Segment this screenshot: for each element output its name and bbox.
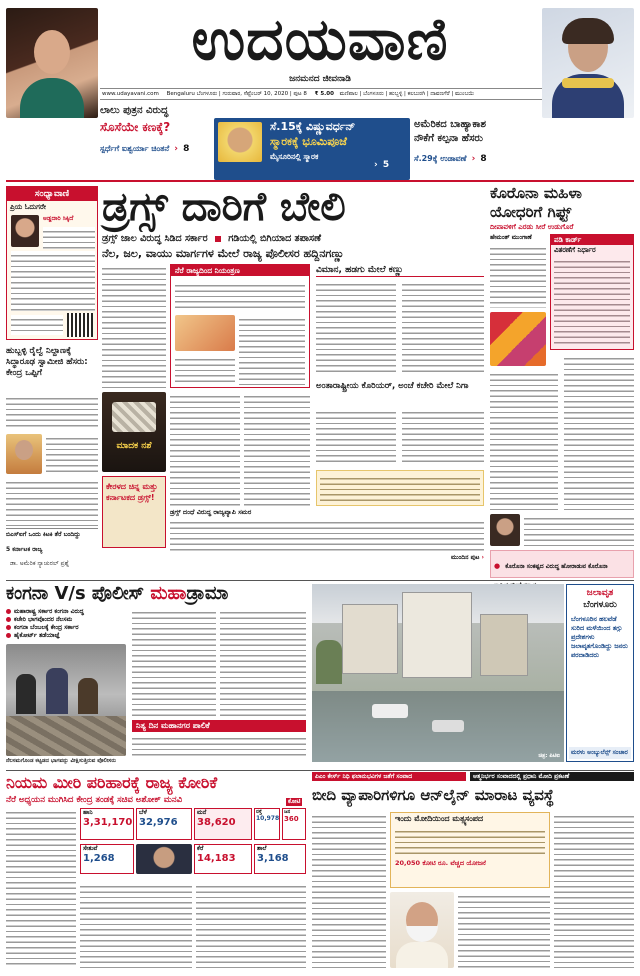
teaser-2-page: 5 [382,160,390,170]
editions: ಮಣಿಪಾಲ | ಬೆಂಗಳೂರು | ಹುಬ್ಬಳ್ಳಿ | ಕಲಬುರಗಿ | ದಾವಣಗೆರೆ | ಮುಂಬಯಿ [339,91,475,97]
teaser-3-arrow-icon: › [471,154,476,164]
teaser-1-line3: ಸ್ಪರ್ಧೆಗೆ ಐಶ್ವರ್ಯಾ ಚಿಂತನೆ [100,144,170,153]
bottom-left-headline: ನಿಯಮ ಮೀರಿ ಪರಿಹಾರಕ್ಕೆ ರಾಜ್ಯ ಕೋರಿಕೆ [6,773,218,792]
lead-col-1 [102,264,166,388]
right-portrait [490,514,520,546]
teaser-2-line3: ಮೈಸೂರಿನಲ್ಲಿ ಸ್ಮಾರಕ [270,152,319,161]
flood-footer: ಮರಳು ಅಂಬ್ಯುಲೆನ್ಸ್ ಸಂಚಾರ [569,747,631,759]
stat-card: ರಸ್ತೆ 10,978 [254,808,280,840]
teaser-3-line2: ನೌಕೆಗೆ ಕಲ್ಪನಾ ಹೆಸರು [414,133,483,144]
right-bottom-note: ● ಕೊರೊನಾ ಸಂಕಷ್ಟದ ವಿರುದ್ಧ ಹೋರಾಡುವ ಕೊರೊನಾ [490,550,634,578]
kangana-bullet: ಹೈಕೋರ್ಟ್ ತಡೆಯಾಜ್ಞೆ [6,632,126,640]
saree-photo [490,312,546,366]
teaser-1-line1: ಲಾಲು ಪುತ್ರನ ವಿರುದ್ಧ [100,105,169,116]
lead-col-2 [170,392,240,506]
teaser-1-page: 8 [183,144,190,154]
left-story-link[interactable]: 5 ಕರ್ನಾಟಕ ರಾಜ್ಯ [6,546,43,553]
kangana-story[interactable] [6,582,306,768]
left-story-box: ಬಿಎಸ್ಐಗೆ ಒಂದು ಕಿಟಕಿ ತೆರೆ ಬಂದಿದ್ದು [6,528,98,539]
bottom-right-story[interactable] [312,772,634,972]
right-headline-2: ಯೋಧರಿಗೆ ಗಿಫ್ಟ್ [490,203,572,221]
lead-continue[interactable]: ಮುಂದಿನ ಪುಟ › [451,554,484,561]
stat-card: ಶಾಲೆ 3,168 [254,844,306,874]
lead-box-photo [175,315,235,351]
minister-portrait [136,844,192,874]
stat-card: ಜನ 360 [282,808,306,840]
dateline: Bengaluru ಬೆಂಗಳೂರು | ಗುರುವಾರ, ಸೆಪ್ಟೆಂಬರ್ 10, 2020 | ಪುಟ 8 [166,91,307,97]
masthead-left-portrait [6,8,98,118]
continue-arrow-icon: › [481,554,484,561]
lead-center-box [170,264,310,388]
right-box [550,234,634,350]
left-story-foot: ಡಾ. ಅಮೆರಿಕ ನ್ಯಾಚುರಲ್ ಪ್ರಶ್ನೆ [10,560,70,567]
lead-sub-2: ಅಂತಾರಾಷ್ಟ್ರೀಯ ಕೊರಿಯರ್, ಅಂಚೆ ಕಚೇರಿ ಮೇಲೆ ನಿಗಾ [316,381,469,391]
damage-stats [80,808,306,878]
sandhyavani-greeting: ಪ್ರಿಯ ಓದುಗರೇ [10,203,46,211]
flood-text: ಬೆಂಗಳೂರಿನ ಹಲವೆಡೆ ಸುರಿದ ಮಳೆಯಿಂದ ತಗ್ಗು ಪ್ರದೇಶಗಳು ಜಲಾವೃತಗೊಂಡಿದ್ದು ಜನರು ಪರದಾಡಿದರು [571,615,628,659]
teaser-2-line1: ಸೆ.15ಕ್ಕೆ ವಿಷ್ಣುವರ್ಧನ್ [270,120,356,133]
lead-caption: ಡ್ರಗ್ಸ್ ದಂಧೆ ವಿರುದ್ಧ ರಾಜ್ಯವ್ಯಾಪಿ ಸಮರ [170,508,252,516]
stat-card: ಕೆರೆ 14,183 [194,844,252,874]
sandhyavani-label: ಸಂಧ್ಯಾವಾಣಿ [7,187,97,201]
right-deck: ದೀಪಾವಳಿಗೆ ಎರಡು ಸೀರೆ ಉಡುಗೊರೆ [490,223,574,231]
lead-deck-1: ಡ್ರಗ್ಸ್ ಜಾಲ ವಿರುದ್ಧ ಸಿಡಿದ ಸರ್ಕಾರ ಗಡಿಯಲ್ಲಿ ಬಿಗಿಯಾದ ತಪಾಸಣೆ [102,233,321,244]
sandhyavani-box[interactable] [6,186,98,340]
bottom-left-story[interactable] [6,772,306,972]
dateline-bar [100,88,542,100]
masthead-title: ಉದಯವಾಣಿ [191,5,449,73]
teaser-3-line3: ಸೆ.29ಕ್ಕೆ ಉಡಾವಣೆ [414,154,467,163]
right-byline: ಹೇಮಂತ್ ಮುಂಗಾಣೆ [490,234,532,241]
flood-photo-credit: ಚಿತ್ರ: ಪಿಟಿಐ [538,753,560,759]
bottom-left-kicker: ಪಿಎಂ ಕೇರ್ಸ್ ನಿಧಿ ಫಲಾನುಭವಿಗಳ ಜತೆಗೆ ಸಂವಾದ [312,772,466,781]
flood-label-1: ಜಲಾವೃತ [586,588,614,598]
lead-col-3 [244,392,310,506]
right-headline-1: ಕೊರೊನಾ ಮಹಿಳಾ [490,184,582,202]
bottom-right-kicker: ಆತ್ಮನಿರ್ಭರ ಸಂವಾದದಲ್ಲಿ ಪ್ರಧಾನಿ ಮೋದಿ ಪ್ರಕಟಣೆ [470,772,634,781]
lead-story[interactable] [102,184,484,574]
website-link[interactable]: www.udayavani.com [102,91,159,97]
left-story[interactable] [6,346,98,580]
lead-deck-2: ನೆಲ, ಜಲ, ವಾಯು ಮಾರ್ಗಗಳ ಮೇಲೆ ರಾಜ್ಯ ಪೊಲೀಸರ ಹದ್ದಿನಗಣ್ಣು [102,247,345,260]
teaser-1-arrow-icon: › [174,144,178,154]
modi-photo [390,892,454,968]
right-box-sub: ವಿತರಣೆಗೆ ನಿರ್ಧಾರ [554,246,596,254]
qr-code[interactable] [67,313,93,337]
fisheries-box-title: ಇಂದು ಮೋದಿಯಿಂದ ಮತ್ಸ್ಯಸಂಪದ [395,814,484,823]
teaser-1-line2: ಸೊಸೆಯೇ ಕಣಕ್ಕೆ? [100,120,171,134]
teaser-1[interactable] [100,104,212,178]
drug-illustration [102,392,166,472]
left-story-photo [6,434,42,474]
masthead-right-portrait [542,8,634,118]
kangana-photo [6,644,126,756]
lead-headline: ಡ್ರಗ್ಸ್ ದಾರಿಗೆ ಬೇಲಿ [102,183,346,230]
stat-card: ಬೆಳೆ 32,976 [136,808,192,840]
right-story[interactable] [490,184,634,580]
teaser-2-arrow-icon: › [374,160,378,170]
kangana-bullet: ಮಹಾರಾಷ್ಟ್ರ ಸರ್ಕಾರ ಕಂಗನಾ ವಿರುದ್ಧ [6,608,126,616]
left-story-headline: ಹುಬ್ಬಳ್ಳಿ ರೈಲ್ವೆ ನಿಲ್ದಾಣಕ್ಕೆ ಸಿದ್ಧಾರೂಢ ಸ್ವಾಮೀಜಿ ಹೆಸರು: ಕೇಂದ್ರ ಒಪ್ಪಿಗೆ [6,346,88,378]
stat-card: ಸೇತುವೆ 1,268 [80,844,134,874]
teaser-2[interactable] [214,118,410,180]
masthead-tagline: ಜನಮನದ ಜೀವನಾಡಿ [289,74,351,84]
kangana-pull-quote: ನಿತ್ಯ ದಿನ ಮಹಾನಗರ ಪಾಲಿಕೆ [132,720,306,732]
kangana-caption: ನೆಲಸಮಗೊಂಡ ಕಟ್ಟಡದ ಭಾಗವನ್ನು ವೀಕ್ಷಿಸುತ್ತಿರುವ ಪೊಲೀಸರು [6,758,117,764]
masthead [0,0,640,170]
teaser-2-photo [218,122,262,162]
bottom-right-headline: ಬೀದಿ ವ್ಯಾಪಾರಿಗಳಿಗೂ ಆನ್‌ಲೈನ್ ಮಾರಾಟ ವ್ಯವಸ್ಥೆ [312,786,554,804]
fisheries-box [390,812,550,888]
right-box-title: ಪಡಿ ಕಾರ್ಡ್ [551,235,633,245]
fisheries-box-text: 20,050 ಕೋಟಿ ರೂ. ವೆಚ್ಚದ ಯೋಜನೆ [395,859,486,867]
price: ₹ 5.00 [314,91,334,97]
teaser-3-page: 8 [480,154,487,164]
flood-photo [312,584,564,762]
kangana-bullet: ಕಚೇರಿ ಭಾಗವೊಂದರ ನೆಲಸಮ [6,616,126,624]
lead-sub-1: ವಿಮಾನ, ಹಡಗು ಮೇಲೆ ಕಣ್ಣು [316,264,484,277]
drug-label: ಮಾದಕ ನಶೆ [116,441,152,451]
sandhyavani-sub: ಅಡ್ಡದಾರಿ ಸಿಕ್ಕಿದೆ [43,215,74,222]
teaser-3[interactable] [414,118,542,178]
teaser-2-line2: ಸ್ಮಾರಕಕ್ಕೆ ಭೂಮಿಪೂಜೆ [270,135,347,148]
teaser-3-line1: ಅಮೆರಿಕದ ಬಾಹ್ಯಾಕಾಶ [414,119,486,130]
kerala-box [102,476,166,548]
kangana-bullet: ಕಂಗನಾ ಬೆಂಬಲಕ್ಕೆ ಕೇಂದ್ರ ಸರ್ಕಾರ [6,624,126,632]
bottom-left-deck: ನೆರೆ ಅಧ್ಯಯನ ಮುಗಿಸಿದ ಕೇಂದ್ರ ತಂಡಕ್ಕೆ ಸಚಿವ ಅಶೋಕ್ ಮನವಿ [6,795,183,805]
lead-sub-2-box [316,470,484,506]
sandhyavani-portrait [11,215,39,247]
flood-box [566,584,634,762]
stat-card: ಮನೆ 38,620 [194,808,252,840]
alert-icon: ● [494,562,501,570]
kangana-headline: ಕಂಗನಾ V/s ಪೊಲೀಸ್ ಮಹಾಡ್ರಾಮಾ [6,583,229,604]
stat-card: ಹಾನಿ 3,31,170 [80,808,134,840]
stats-unit: ಕೋಟಿ [288,798,301,805]
lead-box-title: ನೆರೆ ರಾಜ್ಯದಿಂದ ನಿಯಂತ್ರಣ [171,265,309,276]
flood-label-2: ಬೆಂಗಳೂರು [583,600,617,610]
kangana-bullets [6,608,126,640]
masthead-rule [6,180,634,182]
kerala-label: ಕೇರಳದ ಚಿನ್ನ ಮತ್ತು ಕರ್ನಾಟಕದ ಡ್ರಗ್ಸ್! [106,482,158,502]
